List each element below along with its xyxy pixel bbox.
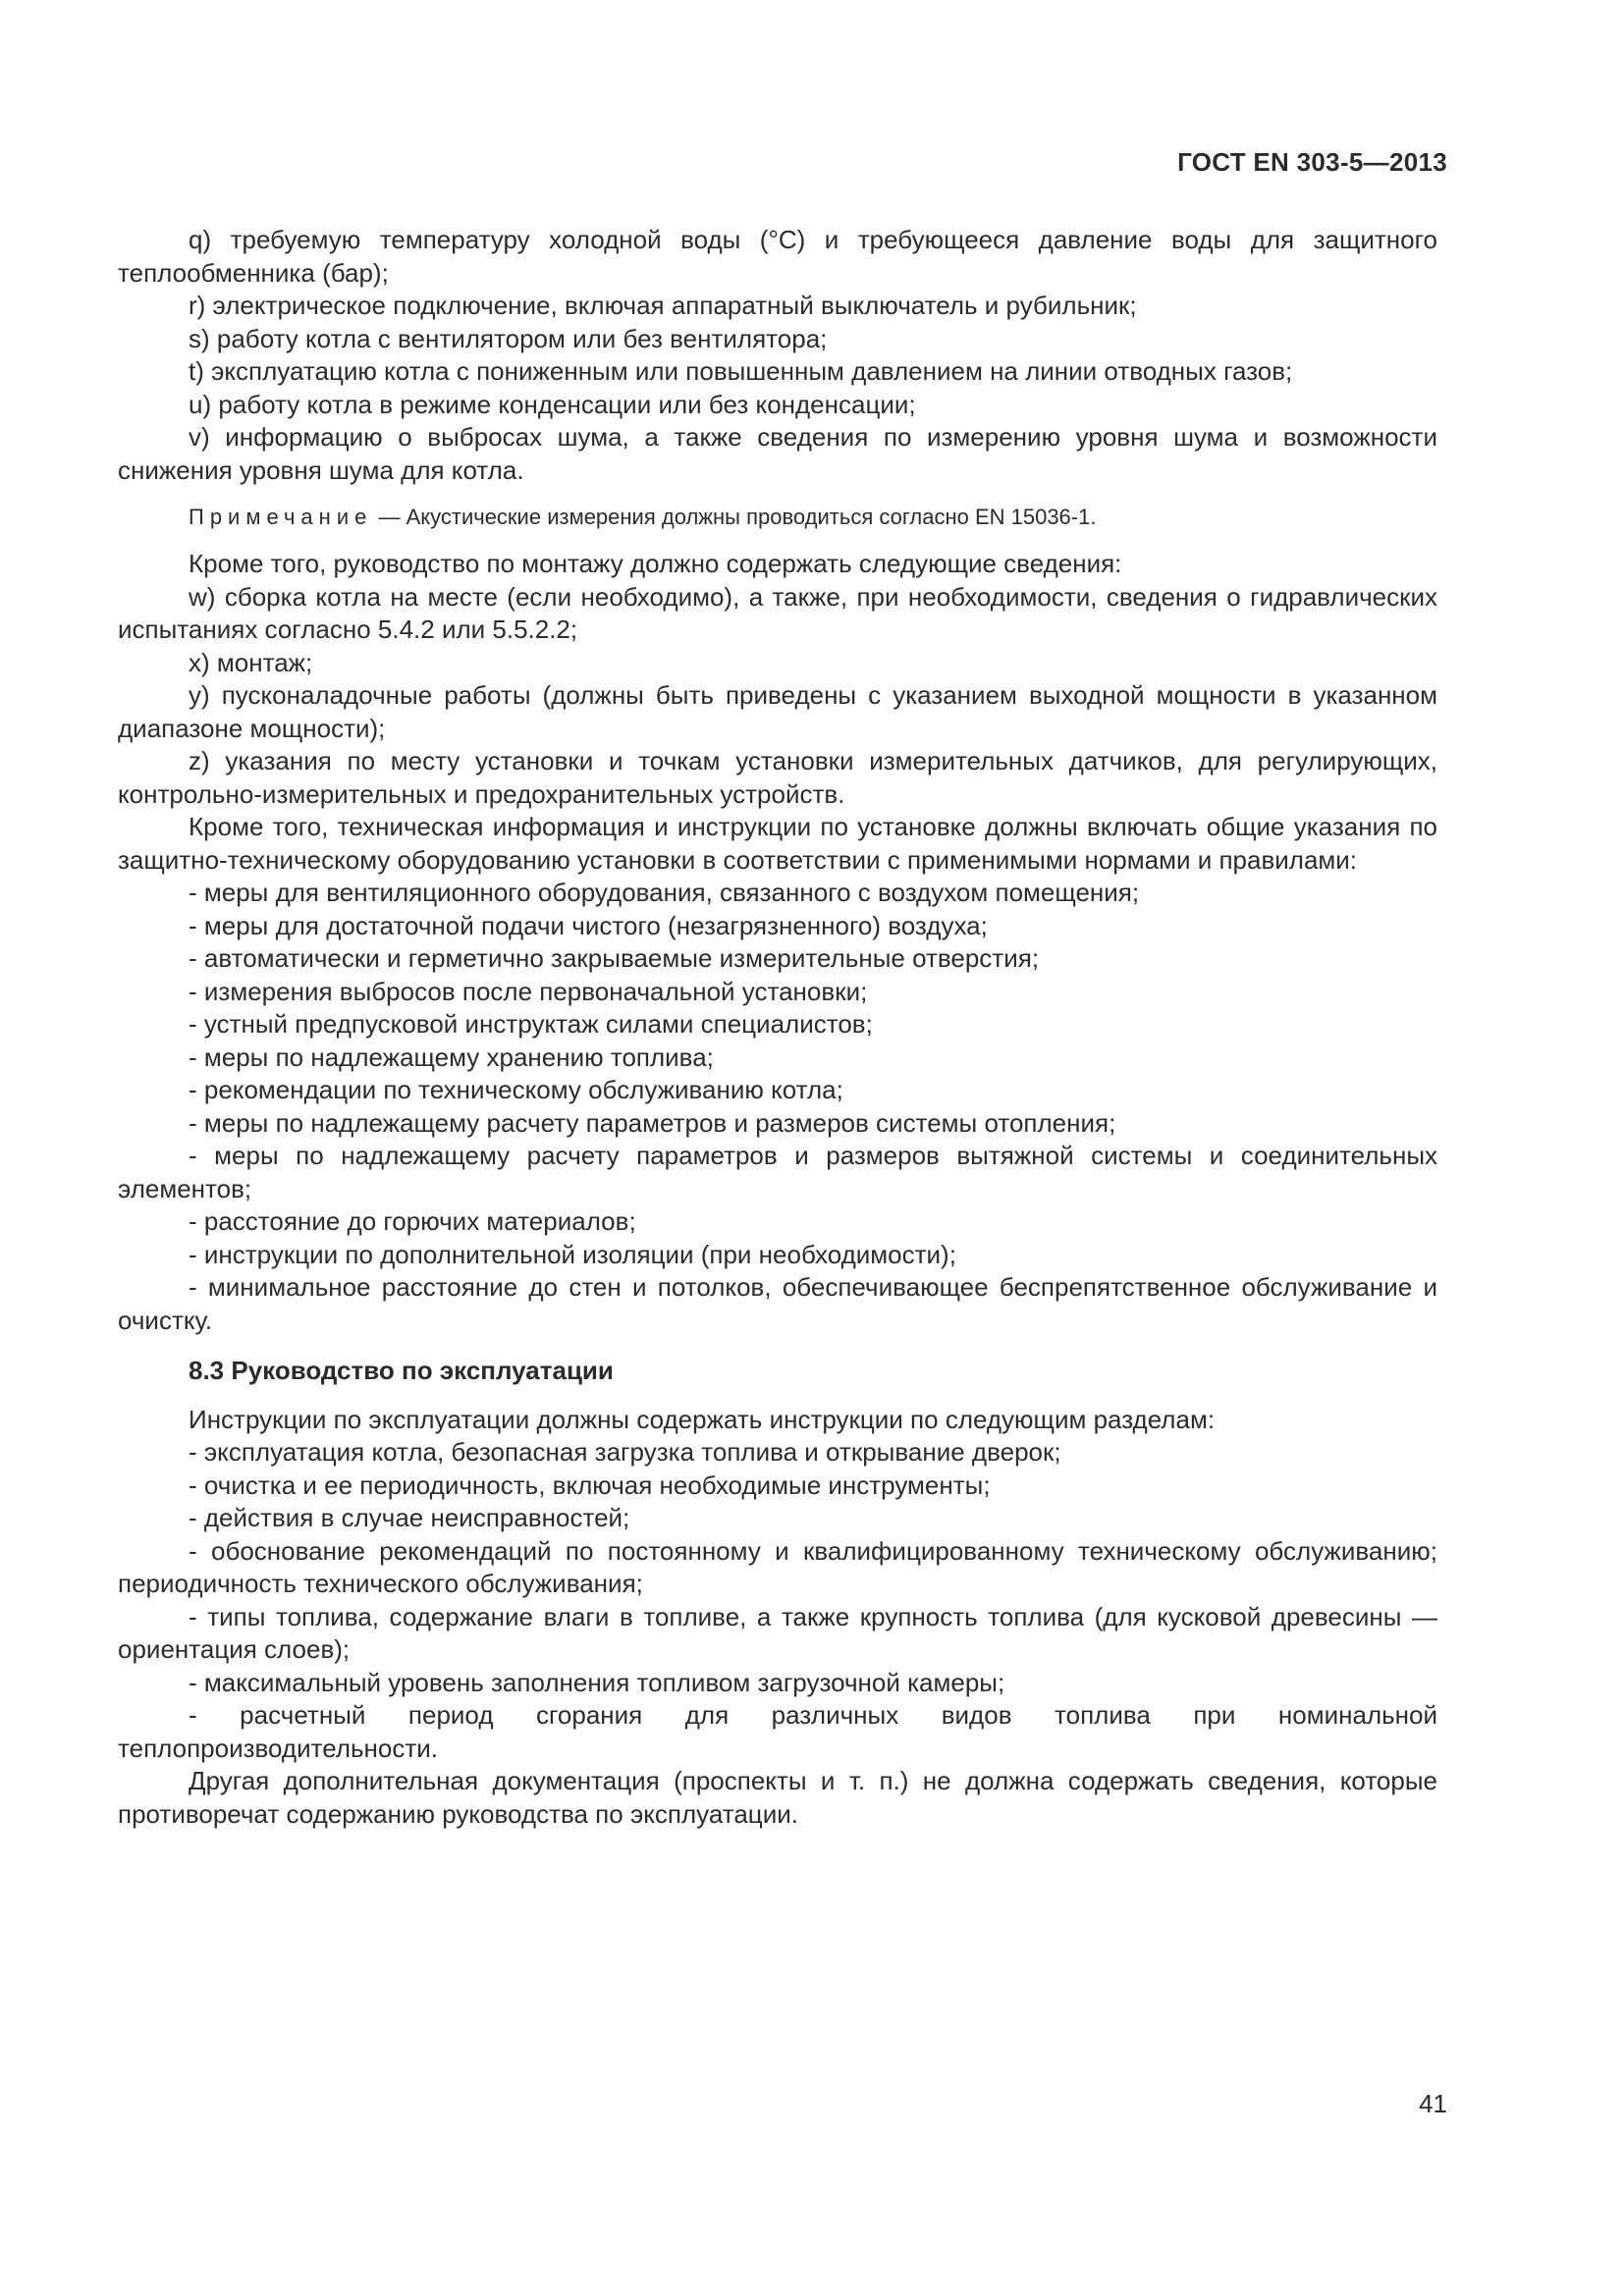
tech-list-item: - измерения выбросов после первоначальной установки; (189, 976, 868, 1006)
section-list-item: - типы топлива, содержание влаги в топливе, а также крупность топлива (для кусковой древесины — ориентация слоев); (118, 1601, 1437, 1664)
tech-list-item: - устный предпусковой инструктаж силами специалистов; (189, 1009, 873, 1039)
tech-list-item: - меры для вентиляционного оборудования, связанного с воздухом помещения; (189, 878, 1140, 907)
page-body (118, 224, 1437, 1831)
list-item-q: q) требуемую температуру холодной воды (°С) и требующееся давление воды для защитного теплообменника (бар); (118, 225, 1437, 288)
tech-intro: Кроме того, техническая информация и инструкции по установке должны включать общие указания по защитно-техническому оборудованию установки в соответствии с применимыми нормами и правилами: (118, 812, 1437, 875)
tech-list-item: - инструкции по дополнительной изоляции (при необходимости); (189, 1239, 956, 1269)
note (118, 503, 1437, 532)
section-list-item: - действия в случае неисправностей; (189, 1503, 630, 1532)
section-list-item: - обоснование рекомендаций по постоянному и квалифицированному техническому обслуживанию; периодичность технического обслуживания; (118, 1535, 1437, 1598)
list-item-z: z) указания по месту установки и точкам установки измерительных датчиков, для регулирующих, контрольно-измерительных и предохранительных устройств. (118, 746, 1437, 809)
install-intro: Кроме того, руководство по монтажу должно содержать следующие сведения: (189, 549, 1122, 578)
tech-list-item: - минимальное расстояние до стен и потолков, обеспечивающее беспрепятственное обслуживание и очистку. (118, 1272, 1437, 1335)
list-item-s: s) работу котла с вентилятором или без вентилятора; (189, 323, 828, 353)
list-item-v: v) информацию о выбросах шума, а также сведения по измерению уровня шума и возможности снижения уровня шума для котла. (118, 422, 1437, 485)
tech-list-item: - автоматически и герметично закрываемые измерительные отверстия; (189, 943, 1040, 973)
section-heading: 8.3 Руководство по эксплуатации (189, 1356, 614, 1385)
tech-list-item: - рекомендации по техническому обслуживанию котла; (189, 1075, 843, 1104)
page-number: 41 (1419, 2089, 1447, 2118)
list-item-y: y) пусконаладочные работы (должны быть приведены с указанием выходной мощности в указанном диапазоне мощности); (118, 680, 1437, 743)
section-closing: Другая дополнительная документация (проспекты и т. п.) не должна содержать сведения, которые противоречат содержанию руководства по эксплуатации. (118, 1766, 1437, 1829)
section-list-item: - расчетный период сгорания для различных видов топлива при номинальной теплопроизводительности. (118, 1700, 1437, 1763)
list-item-x: x) монтаж; (189, 647, 313, 677)
list-item-u: u) работу котла в режиме конденсации или без конденсации; (189, 389, 916, 419)
list-item-w: w) сборка котла на месте (если необходимо), а также, при необходимости, сведения о гидравлических испытаниях согласно 5.4.2 или 5.5.2.2; (118, 581, 1437, 644)
section-list-item: - эксплуатация котла, безопасная загрузка топлива и открывание дверок; (189, 1437, 1061, 1467)
tech-list-item: - меры для достаточной подачи чистого (незагрязненного) воздуха; (189, 910, 988, 940)
document-header: ГОСТ EN 303-5—2013 (1177, 147, 1447, 177)
note-label: Примечание (189, 505, 373, 529)
tech-list-item: - меры по надлежащему расчету параметров и размеров вытяжной системы и соединительных элементов; (118, 1141, 1437, 1203)
note-text: — Акустические измерения должны проводиться согласно EN 15036-1. (372, 505, 1097, 529)
list-item-r: r) электрическое подключение, включая аппаратный выключатель и рубильник; (189, 291, 1137, 320)
list-item-t: t) эксплуатацию котла с пониженным или повышенным давлением на линии отводных газов; (189, 356, 1293, 386)
section-intro: Инструкции по эксплуатации должны содержать инструкции по следующим разделам: (189, 1404, 1216, 1434)
tech-list-item: - меры по надлежащему хранению топлива; (189, 1041, 714, 1072)
tech-list-item: - расстояние до горючих материалов; (189, 1206, 636, 1236)
section-list-item: - максимальный уровень заполнения топливом загрузочной камеры; (189, 1667, 1005, 1697)
section-list-item: - очистка и ее периодичность, включая необходимые инструменты; (189, 1469, 991, 1500)
tech-list-item: - меры по надлежащему расчету параметров и размеров системы отопления; (189, 1107, 1116, 1138)
